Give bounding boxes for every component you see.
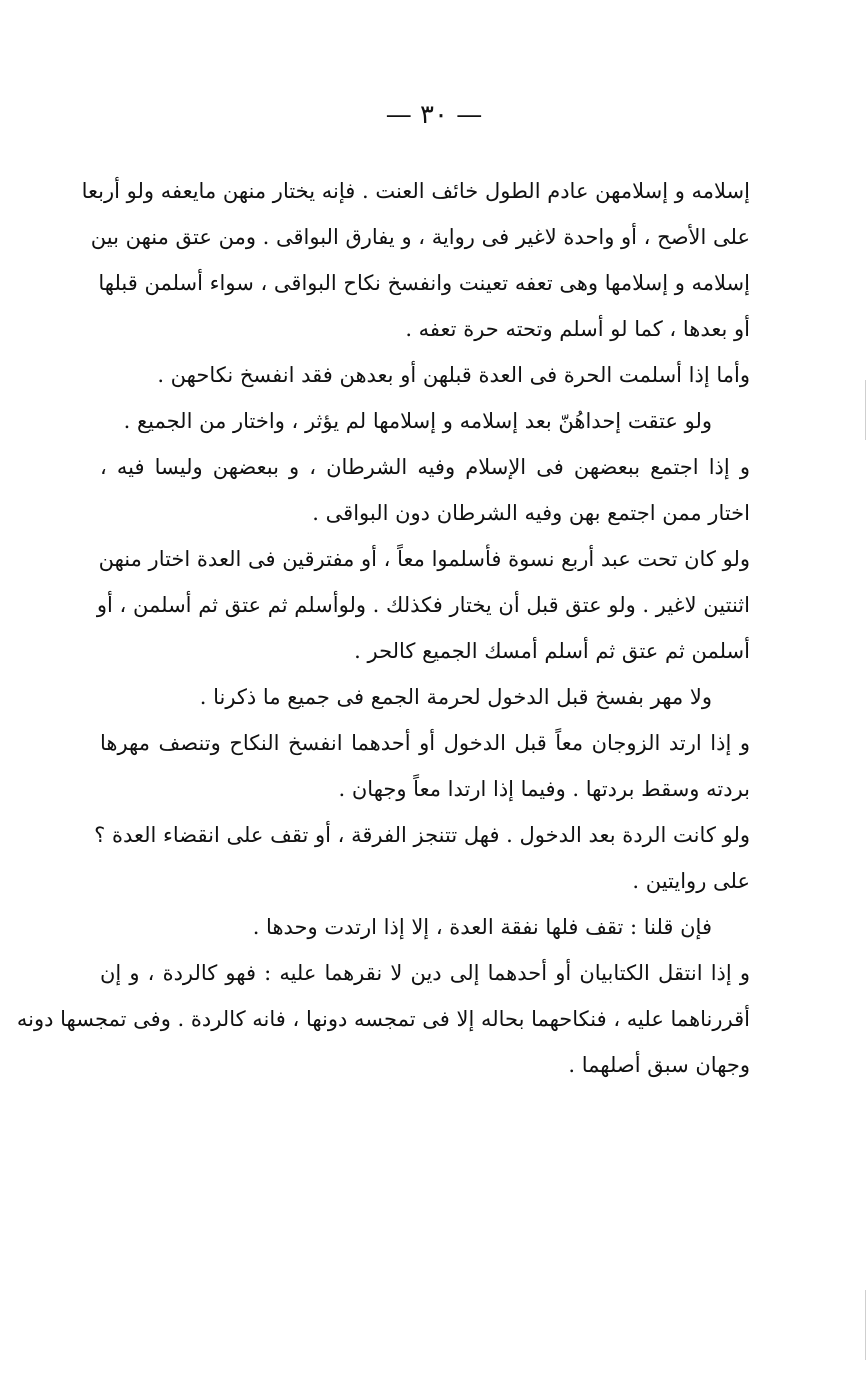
text-line: إسلامه و إسلامهن عادم الطول خائف العنت . فإنه يختار منهن مايعفه ولو أربعا	[81, 179, 750, 203]
text-line: وأما إذا أسلمت الحرة فى العدة قبلهن أو بعدهن فقد انفسخ نكاحهن .	[157, 363, 750, 387]
text-line: على الأصح ، أو واحدة لاغير فى رواية ، و يفارق البواقى . ومن عتق منهن بين	[90, 225, 750, 249]
text-line: ولا مهر بفسخ قبل الدخول لحرمة الجمع فى جميع ما ذكرنا .	[199, 685, 712, 709]
scan-edge-mark	[865, 380, 866, 440]
text-line: فإن قلنا : تقف فلها نفقة العدة ، إلا إذا ارتدت وحدها .	[252, 915, 712, 939]
text-line: و إذا انتقل الكتابيان أو أحدهما إلى دين لا نقرهما عليه : فهو كالردة ، و إن	[100, 961, 750, 985]
text-line: أسلمن ثم عتق ثم أسلم أمسك الجميع كالحر .	[354, 639, 750, 663]
text-line: على روايتين .	[632, 869, 750, 893]
text-line: بردته وسقط بردتها . وفيما إذا ارتدا معاً وجهان .	[338, 777, 750, 801]
body-text	[16, 168, 750, 1088]
text-line: ولو كان تحت عبد أربع نسوة فأسلموا معاً ، أو مفترقين فى العدة اختار منهن	[98, 547, 750, 571]
text-line: أقررناهما عليه ، فنكاحهما بحاله إلا فى تمجسه دونها ، فانه كالردة . وفى تمجسها دونه	[16, 1007, 750, 1031]
text-line: إسلامه و إسلامها وهى تعفه تعينت وانفسخ نكاح البواقى ، سواء أسلمن قبلها	[98, 271, 750, 295]
text-line: اثنتين لاغير . ولو عتق قبل أن يختار فكذلك . ولوأسلم ثم عتق ثم أسلمن ، أو	[96, 593, 750, 617]
text-line: أو بعدها ، كما لو أسلم وتحته حرة تعفه .	[405, 317, 750, 341]
text-line: وجهان سبق أصلهما .	[568, 1053, 750, 1077]
text-line: اختار ممن اجتمع بهن وفيه الشرطان دون البواقى .	[312, 501, 750, 525]
text-line: و إذا اجتمع ببعضهن فى الإسلام وفيه الشرطان ، و ببعضهن وليسا فيه ،	[100, 455, 750, 479]
page-number: — ٣٠ —	[385, 100, 483, 130]
text-line: و إذا ارتد الزوجان معاً قبل الدخول أو أحدهما انفسخ النكاح وتنصف مهرها	[100, 731, 750, 755]
text-line: ولو كانت الردة بعد الدخول . فهل تتنجز الفرقة ، أو تقف على انقضاء العدة ؟	[94, 823, 750, 847]
scan-edge-mark	[865, 1290, 866, 1360]
text-line: ولو عتقت إحداهُنّ بعد إسلامه و إسلامها لم يؤثر ، واختار من الجميع .	[123, 409, 712, 433]
